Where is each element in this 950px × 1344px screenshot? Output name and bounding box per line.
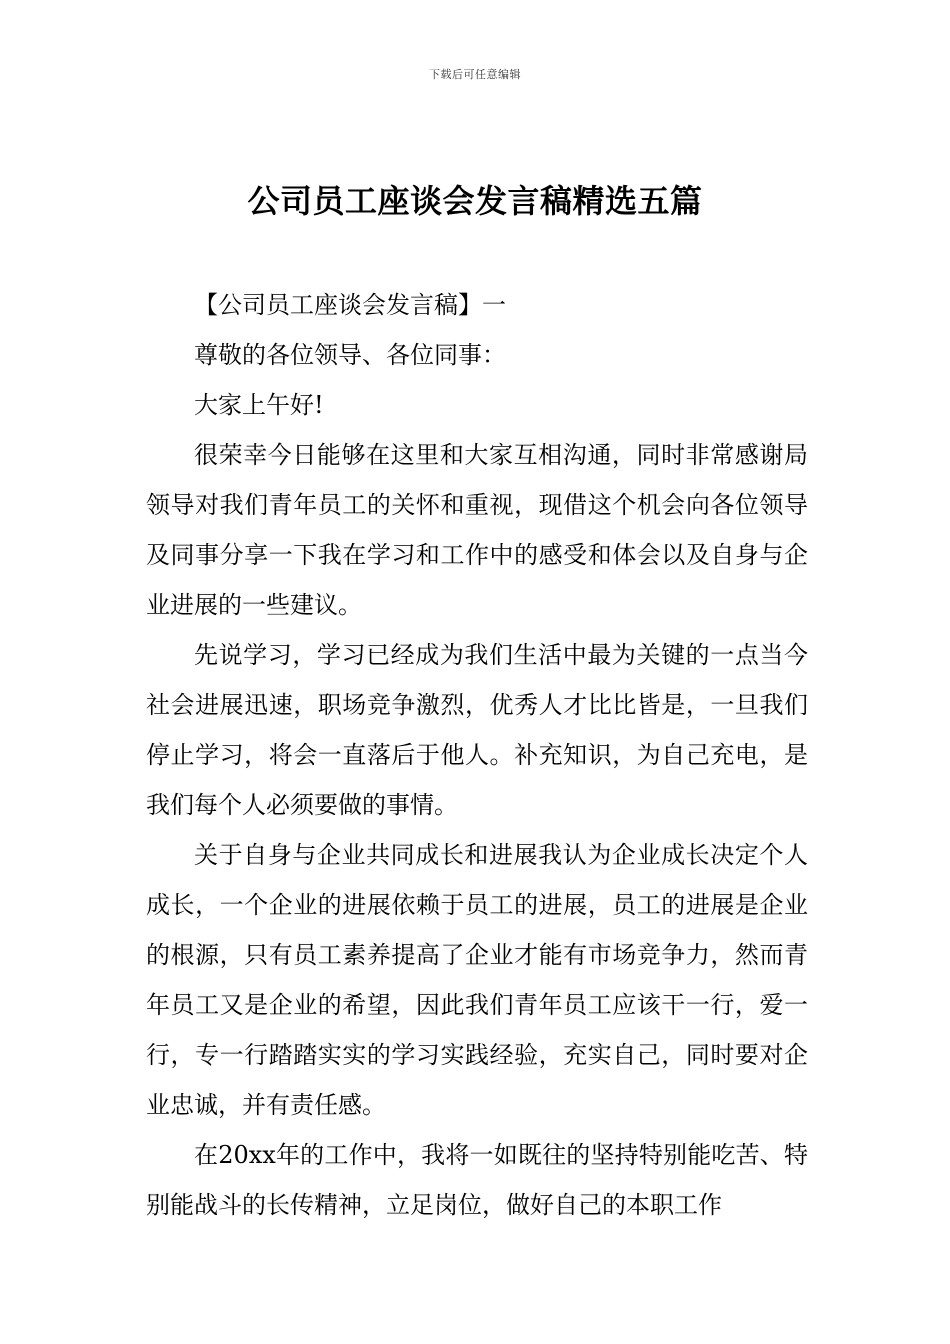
- paragraph: 在20xx年的工作中，我将一如既往的坚持特别能吃苦、特别能战斗的长传精神，立足岗位，做好自己的本职工作: [146, 1141, 808, 1219]
- salutation: 尊敬的各位领导、各位同事：: [194, 341, 506, 369]
- document-body: [146, 280, 808, 1230]
- greeting: 大家上午好!: [194, 391, 324, 419]
- paragraph: 关于自身与企业共同成长和进展我认为企业成长决定个人成长，一个企业的进展依赖于员工的进展，员工的进展是企业的根源，只有员工素养提高了企业才能有市场竞争力，然而青年员工又是企业的希望，因此我们青年员工应该干一行，爱一行，专一行踏踏实实的学习实践经验，充实自己，同时要对企业忠诚，并有责任感。: [146, 841, 808, 1119]
- document-title: 公司员工座谈会发言稿精选五篇: [247, 182, 703, 220]
- header-note: 下载后可任意编辑: [429, 68, 521, 81]
- section-heading: 【公司员工座谈会发言稿】一: [194, 291, 506, 319]
- paragraph: 先说学习，学习已经成为我们生活中最为关键的一点当今社会进展迅速，职场竞争激烈，优秀人才比比皆是，一旦我们停止学习，将会一直落后于他人。补充知识，为自己充电，是我们每个人必须要做的事情。: [146, 641, 808, 819]
- paragraph: 很荣幸今日能够在这里和大家互相沟通，同时非常感谢局领导对我们青年员工的关怀和重视，现借这个机会向各位领导及同事分享一下我在学习和工作中的感受和体会以及自身与企业进展的一些建议。: [146, 441, 808, 619]
